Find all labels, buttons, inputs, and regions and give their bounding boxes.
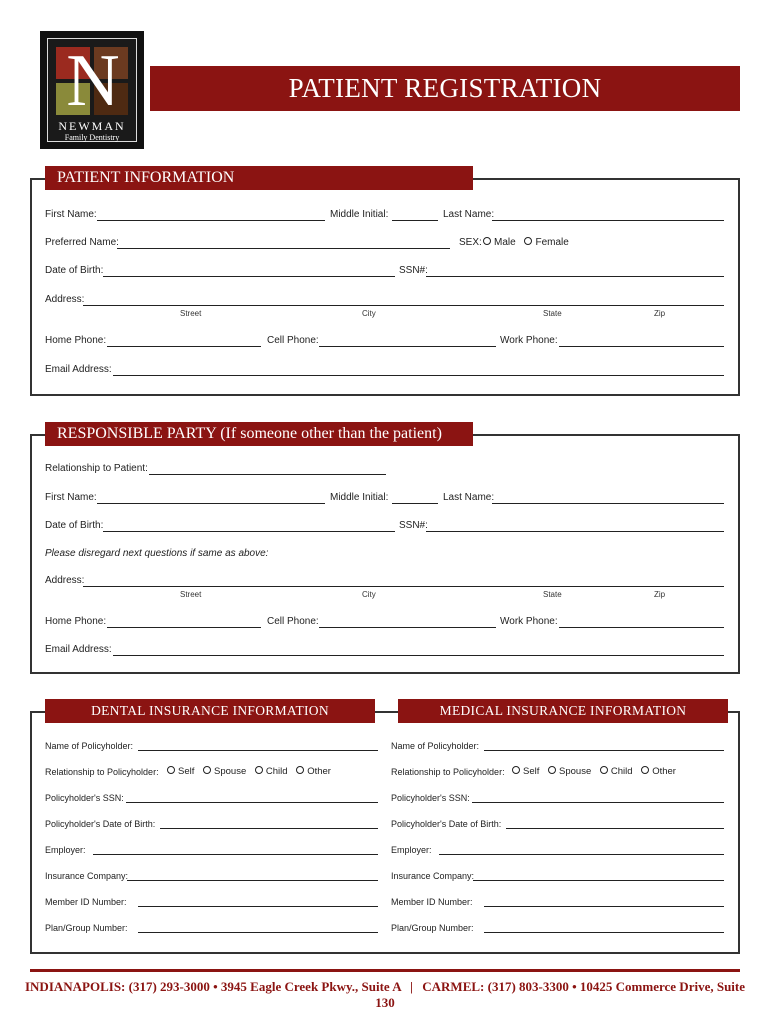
- email-field[interactable]: [113, 375, 724, 376]
- dental-self-option[interactable]: [167, 766, 194, 777]
- rp-home-phone-label: Home Phone:: [45, 616, 107, 627]
- responsible-party-header: RESPONSIBLE PARTY (If someone other than the patient): [45, 422, 473, 446]
- medical-self-option[interactable]: [512, 766, 539, 777]
- dental-company-field[interactable]: [127, 880, 378, 881]
- medical-dob-label: Policyholder's Date of Birth:: [391, 819, 502, 829]
- rp-middle-initial-field[interactable]: [392, 503, 438, 504]
- state-caption: State: [543, 309, 562, 318]
- ssn-label: SSN#:: [399, 265, 428, 276]
- medical-ssn-field[interactable]: [472, 802, 724, 803]
- rp-dob-label: Date of Birth:: [45, 520, 104, 531]
- male-label: Male: [494, 237, 516, 248]
- footer-separator: |: [410, 979, 414, 994]
- rp-middle-initial-label: Middle Initial:: [330, 492, 389, 503]
- dental-other-option[interactable]: [296, 766, 331, 777]
- self-label: Self: [523, 766, 540, 777]
- dental-relationship-label: Relationship to Policyholder:: [45, 767, 159, 777]
- zip-caption: Zip: [654, 309, 666, 318]
- dental-spouse-option[interactable]: [203, 766, 246, 777]
- preferred-name-field[interactable]: [117, 248, 450, 249]
- rp-work-phone-label: Work Phone:: [500, 616, 558, 627]
- last-name-field[interactable]: [492, 220, 724, 221]
- carmel-address: CARMEL: (317) 803-3300 • 10425 Commerce Drive, Suite 130: [375, 979, 746, 1010]
- dental-policyholder-label: Name of Policyholder:: [45, 741, 134, 751]
- radio-icon[interactable]: [548, 766, 556, 774]
- other-label: Other: [652, 766, 676, 777]
- rp-ssn-label: SSN#:: [399, 520, 428, 531]
- footer-addresses: [20, 979, 750, 1011]
- radio-icon[interactable]: [203, 766, 211, 774]
- medical-employer-field[interactable]: [439, 854, 724, 855]
- medical-company-field[interactable]: [473, 880, 724, 881]
- medical-spouse-option[interactable]: [548, 766, 591, 777]
- work-phone-field[interactable]: [559, 346, 724, 347]
- home-phone-label: Home Phone:: [45, 335, 107, 346]
- rp-email-label: Email Address:: [45, 644, 112, 655]
- radio-icon[interactable]: [524, 237, 532, 245]
- dental-ssn-label: Policyholder's SSN:: [45, 793, 124, 803]
- rp-cell-phone-label: Cell Phone:: [267, 616, 319, 627]
- indianapolis-address: INDIANAPOLIS: (317) 293-3000 • 3945 Eagle Creek Pkwy., Suite A: [24, 979, 401, 994]
- medical-plan-field[interactable]: [484, 932, 724, 933]
- child-label: Child: [610, 766, 633, 777]
- dental-company-label: Insurance Company:: [45, 871, 129, 881]
- logo-brand: NEWMAN: [58, 119, 126, 133]
- dental-relationship-options: [167, 766, 337, 778]
- dental-plan-label: Plan/Group Number:: [45, 923, 128, 933]
- rp-work-phone-field[interactable]: [559, 627, 724, 628]
- rp-state-caption: State: [543, 590, 562, 599]
- dental-member-id-label: Member ID Number:: [45, 897, 127, 907]
- dental-child-option[interactable]: [255, 766, 288, 777]
- preferred-name-label: Preferred Name:: [45, 237, 119, 248]
- sex-options: [483, 237, 575, 249]
- dental-policyholder-field[interactable]: [138, 750, 378, 751]
- city-caption: City: [362, 309, 376, 318]
- medical-relationship-label: Relationship to Policyholder:: [391, 767, 505, 777]
- home-phone-field[interactable]: [107, 346, 261, 347]
- logo-frame: [47, 38, 137, 142]
- street-caption: Street: [180, 309, 202, 318]
- child-label: Child: [265, 766, 288, 777]
- rp-first-name-label: First Name:: [45, 492, 97, 503]
- rp-first-name-field[interactable]: [97, 503, 325, 504]
- email-label: Email Address:: [45, 364, 112, 375]
- relationship-label: Relationship to Patient:: [45, 463, 148, 474]
- radio-icon[interactable]: [512, 766, 520, 774]
- ssn-field[interactable]: [426, 276, 724, 277]
- rp-home-phone-field[interactable]: [107, 627, 261, 628]
- medical-relationship-options: [512, 766, 682, 778]
- medical-policyholder-label: Name of Policyholder:: [391, 741, 480, 751]
- dental-employer-field[interactable]: [93, 854, 378, 855]
- dental-ssn-field[interactable]: [126, 802, 378, 803]
- middle-initial-field[interactable]: [392, 220, 438, 221]
- medical-member-id-label: Member ID Number:: [391, 897, 473, 907]
- insurance-section: [30, 711, 740, 954]
- rp-ssn-field[interactable]: [426, 531, 724, 532]
- radio-icon[interactable]: [255, 766, 263, 774]
- sex-label: SEX:: [459, 237, 482, 248]
- medical-member-id-field[interactable]: [484, 906, 724, 907]
- self-label: Self: [178, 766, 195, 777]
- radio-icon[interactable]: [600, 766, 608, 774]
- sex-male-option[interactable]: [483, 237, 516, 248]
- relationship-field[interactable]: [149, 474, 386, 475]
- dental-plan-field[interactable]: [138, 932, 378, 933]
- rp-address-field[interactable]: [83, 586, 724, 587]
- female-label: Female: [535, 237, 569, 248]
- newman-logo: [40, 31, 144, 149]
- logo-subtitle: Family Dentistry: [64, 133, 120, 142]
- medical-ssn-label: Policyholder's SSN:: [391, 793, 470, 803]
- dob-field[interactable]: [103, 276, 395, 277]
- page-title: PATIENT REGISTRATION: [150, 66, 740, 111]
- rp-zip-caption: Zip: [654, 590, 666, 599]
- medical-insurance-header: MEDICAL INSURANCE INFORMATION: [398, 699, 728, 723]
- radio-icon[interactable]: [296, 766, 304, 774]
- rp-address-label: Address:: [45, 575, 85, 586]
- rp-city-caption: City: [362, 590, 376, 599]
- medical-plan-label: Plan/Group Number:: [391, 923, 474, 933]
- rp-last-name-field[interactable]: [492, 503, 724, 504]
- address-field[interactable]: [83, 305, 724, 306]
- sex-female-option[interactable]: [524, 237, 568, 248]
- disregard-note: Please disregard next questions if same as above:: [45, 548, 269, 559]
- spouse-label: Spouse: [559, 766, 592, 777]
- cell-phone-label: Cell Phone:: [267, 335, 319, 346]
- dental-dob-field[interactable]: [160, 828, 378, 829]
- footer-rule: [30, 969, 740, 972]
- other-label: Other: [307, 766, 331, 777]
- radio-icon[interactable]: [483, 237, 491, 245]
- logo-letter: N: [66, 40, 120, 122]
- radio-icon[interactable]: [167, 766, 175, 774]
- first-name-field[interactable]: [97, 220, 325, 221]
- medical-dob-field[interactable]: [506, 828, 724, 829]
- work-phone-label: Work Phone:: [500, 335, 558, 346]
- dental-dob-label: Policyholder's Date of Birth:: [45, 819, 156, 829]
- last-name-label: Last Name:: [443, 209, 495, 220]
- rp-cell-phone-field[interactable]: [319, 627, 496, 628]
- cell-phone-field[interactable]: [319, 346, 496, 347]
- first-name-label: First Name:: [45, 209, 97, 220]
- medical-employer-label: Employer:: [391, 845, 432, 855]
- address-label: Address:: [45, 294, 85, 305]
- middle-initial-label: Middle Initial:: [330, 209, 389, 220]
- dental-member-id-field[interactable]: [138, 906, 378, 907]
- rp-dob-field[interactable]: [103, 531, 395, 532]
- patient-info-header: PATIENT INFORMATION: [45, 166, 473, 190]
- dental-employer-label: Employer:: [45, 845, 86, 855]
- rp-last-name-label: Last Name:: [443, 492, 495, 503]
- dob-label: Date of Birth:: [45, 265, 104, 276]
- dental-insurance-header: DENTAL INSURANCE INFORMATION: [45, 699, 375, 723]
- medical-child-option[interactable]: [600, 766, 633, 777]
- rp-email-field[interactable]: [113, 655, 724, 656]
- medical-policyholder-field[interactable]: [484, 750, 724, 751]
- medical-other-option[interactable]: [641, 766, 676, 777]
- rp-street-caption: Street: [180, 590, 202, 599]
- radio-icon[interactable]: [641, 766, 649, 774]
- medical-company-label: Insurance Company:: [391, 871, 475, 881]
- spouse-label: Spouse: [214, 766, 247, 777]
